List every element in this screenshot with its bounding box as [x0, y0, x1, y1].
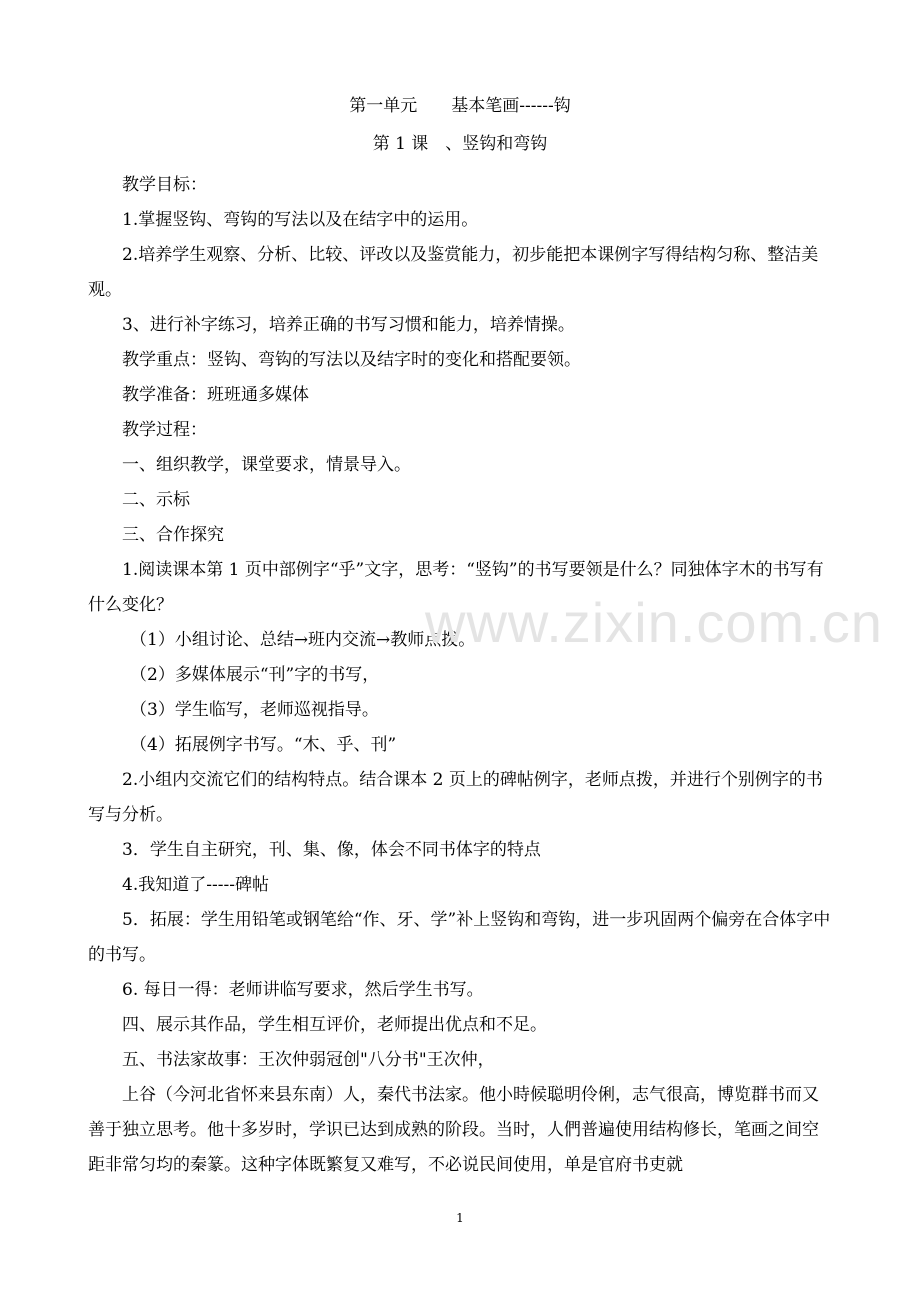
paragraph-objective-3: 3、进行补字练习，培养正确的书写习惯和能力，培养情操。 — [122, 315, 575, 335]
paragraph-explore-2: 2.小组内交流它们的结构特点。结合课本 2 页上的碑帖例字，老师点拨，并进行个别例字的书写与分析。 — [88, 770, 823, 825]
watermark-text: www.zixin.com.cn — [425, 591, 883, 654]
paragraph-step-1: 一、组织教学，课堂要求，情景导入。 — [122, 455, 411, 475]
paragraph-sub-4: （4）拓展例字书写。“木、乎、刊” — [130, 735, 397, 755]
paragraph-sub-2: （2）多媒体展示“刊”字的书写， — [130, 665, 380, 685]
page-number: 1 — [456, 1211, 464, 1225]
document-body — [88, 168, 833, 1183]
paragraph-objectives-heading: 教学目标： — [122, 175, 207, 195]
paragraph-step-2: 二、示标 — [122, 490, 190, 510]
paragraph-sub-1: （1）小组讨论、总结→班内交流→教师点拨。 — [130, 630, 476, 650]
paragraph-step-3: 三、合作探究 — [122, 525, 224, 545]
paragraph-explore-4: 4.我知道了-----碑帖 — [122, 875, 269, 895]
paragraph-explore-6: 6. 每日一得：老师讲临写要求，然后学生书写。 — [122, 980, 484, 1000]
paragraph-story: 上谷（今河北省怀来县东南）人，秦代书法家。他小時候聪明伶俐，志气很高，博览群书而又善于独立思考。他十多岁时，学识已达到成熟的阶段。当时，人們普遍使用结构修长，笔画之间空距非常匀均的秦篆。这种字体既繁复又难写，不必说民间使用，单是官府书吏就 — [88, 1085, 819, 1175]
paragraph-key-points: 教学重点：竖钩、弯钩的写法以及结字时的变化和搭配要领。 — [122, 350, 581, 370]
paragraph-objective-1: 1.掌握竖钩、弯钩的写法以及在结字中的运用。 — [122, 210, 479, 230]
lesson-title: 第 1 课 、竖钩和弯钩 — [372, 134, 548, 154]
paragraph-sub-3: （3）学生临写，老师巡视指导。 — [130, 700, 379, 720]
paragraph-explore-1: 1.阅读课本第 1 页中部例字“乎”文字，思考：“竖钩”的书写要领是什么？同独体字木的书写有什么变化？ — [88, 560, 824, 615]
paragraph-process-heading: 教学过程： — [122, 420, 207, 440]
unit-title: 第一单元 基本笔画------钩 — [349, 96, 571, 116]
paragraph-preparation: 教学准备：班班通多媒体 — [122, 385, 309, 405]
paragraph-objective-2: 2.培养学生观察、分析、比较、评改以及鉴赏能力，初步能把本课例字写得结构匀称、整洁美观。 — [88, 245, 819, 300]
paragraph-step-4: 四、展示其作品，学生相互评价，老师提出优点和不足。 — [122, 1015, 547, 1035]
paragraph-explore-3: 3．学生自主研究，刊、集、像，体会不同书体字的特点 — [122, 840, 541, 860]
paragraph-step-5: 五、书法家故事：王次仲弱冠创"八分书"王次仲， — [122, 1050, 495, 1070]
paragraph-explore-5: 5．拓展：学生用铅笔或钢笔给“作、牙、学”补上竖钩和弯钩，进一步巩固两个偏旁在合体字中的书写。 — [88, 910, 831, 965]
